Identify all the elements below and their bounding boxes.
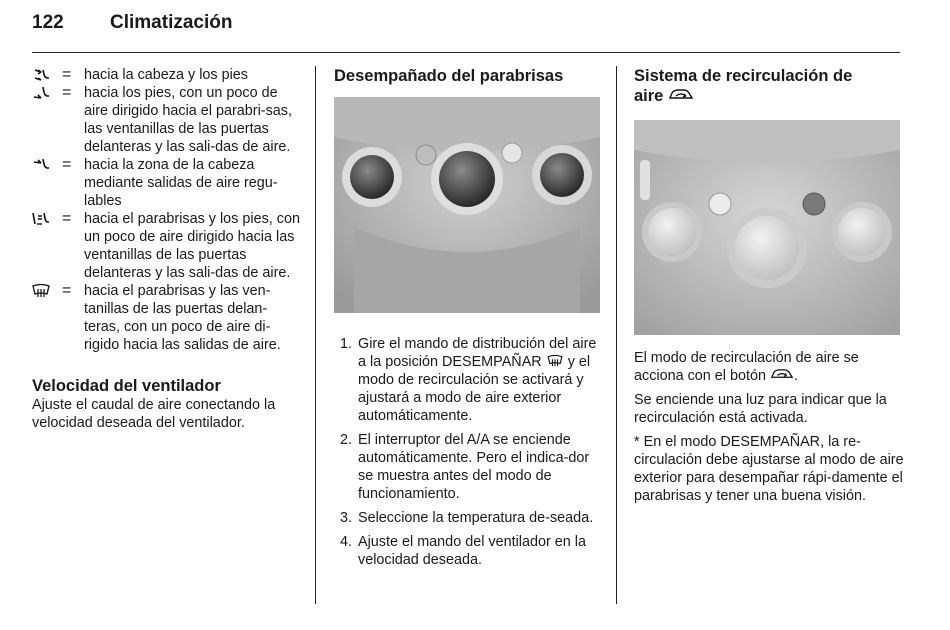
paragraph-text: . bbox=[794, 368, 799, 384]
step-text: y el modo de recirculación se activará y ajustará a modo de aire exterior automáticamente. bbox=[358, 354, 591, 424]
feet-airflow-icon bbox=[32, 86, 50, 100]
mode-description: hacia el parabrisas y las ven-tanillas de las puertas delan-teras, con un poco de aire di-rigido hacia las salidas de aire. bbox=[84, 283, 281, 353]
step-number: 1. bbox=[340, 336, 353, 352]
mode-defrost bbox=[32, 282, 302, 354]
paragraph: Se enciende una luz para indicar que la recirculación está activada. bbox=[634, 392, 887, 426]
recirculation-icon bbox=[668, 88, 694, 102]
chapter-title: Climatización bbox=[110, 12, 233, 33]
steps-list bbox=[334, 335, 602, 569]
column-divider bbox=[315, 66, 316, 604]
mode-description: hacia la zona de la cabeza mediante salidas de aire regu-lables bbox=[84, 157, 278, 209]
head-airflow-icon bbox=[32, 158, 50, 172]
head-feet-airflow-icon bbox=[32, 68, 50, 82]
equals-sign: = bbox=[62, 282, 72, 299]
paragraph bbox=[634, 349, 904, 385]
equals-sign: = bbox=[62, 210, 72, 227]
defrost-icon bbox=[546, 355, 564, 367]
list-item bbox=[334, 431, 602, 503]
mode-description: hacia la cabeza y los pies bbox=[84, 67, 248, 83]
step-number: 3. bbox=[340, 510, 353, 526]
step-text: Ajuste el mando del ventilador en la velocidad deseada. bbox=[358, 534, 586, 568]
defrost-icon bbox=[32, 284, 50, 298]
mode-head-feet bbox=[32, 66, 302, 84]
step-number: 4. bbox=[340, 534, 353, 550]
page-number: 122 bbox=[32, 12, 64, 33]
heading-line: aire bbox=[634, 87, 664, 105]
column-divider bbox=[616, 66, 617, 604]
section-heading-defog: Desempañado del parabrisas bbox=[334, 67, 564, 85]
section-heading-fan: Velocidad del ventilador bbox=[32, 377, 221, 395]
section-heading-recirculation bbox=[634, 66, 904, 106]
paragraph: * En el modo DESEMPAÑAR, la re-circulación debe ajustarse al modo de aire exterior para desempañar rápi-damente el parabrisas y tener una buena visión. bbox=[634, 434, 904, 504]
recirculation-button-photo bbox=[634, 120, 900, 335]
list-item bbox=[334, 335, 602, 425]
equals-sign: = bbox=[62, 66, 72, 83]
mode-description: hacia el parabrisas y los pies, con un poco de aire dirigido hacia las ventanillas de las puertas delanteras y las sali-das de aire. bbox=[84, 211, 300, 281]
mode-windscreen-feet bbox=[32, 210, 302, 282]
column-2 bbox=[334, 66, 602, 575]
equals-sign: = bbox=[62, 156, 72, 173]
equals-sign: = bbox=[62, 84, 72, 101]
step-text: Seleccione la temperatura de-seada. bbox=[358, 510, 594, 526]
list-item bbox=[334, 509, 602, 527]
fan-paragraph: Ajuste el caudal de aire conectando la velocidad deseada del ventilador. bbox=[32, 397, 276, 431]
step-text: Gire el mando de distribución del aire a la posición DESEMPAÑAR bbox=[358, 336, 597, 370]
page-header bbox=[32, 10, 900, 53]
mode-feet bbox=[32, 84, 302, 156]
mode-description: hacia los pies, con un poco de aire dirigido hacia el parabri-sas, las ventanillas de las puertas delanteras y las sali-das de aire. bbox=[84, 85, 292, 155]
column-1 bbox=[32, 66, 302, 432]
list-item bbox=[334, 533, 602, 569]
column-3 bbox=[634, 66, 904, 505]
step-text: El interruptor del A/A se enciende automáticamente. Pero el indica-dor se muestra antes del modo de funcionamiento. bbox=[358, 432, 590, 502]
windscreen-feet-airflow-icon bbox=[32, 212, 50, 226]
heading-line: Sistema de recirculación de bbox=[634, 67, 853, 85]
climate-control-panel-photo bbox=[334, 97, 600, 313]
mode-head bbox=[32, 156, 302, 210]
step-number: 2. bbox=[340, 432, 353, 448]
recirculation-icon bbox=[770, 368, 794, 381]
paragraph-text: El modo de recirculación de aire se acciona con el botón bbox=[634, 350, 859, 384]
